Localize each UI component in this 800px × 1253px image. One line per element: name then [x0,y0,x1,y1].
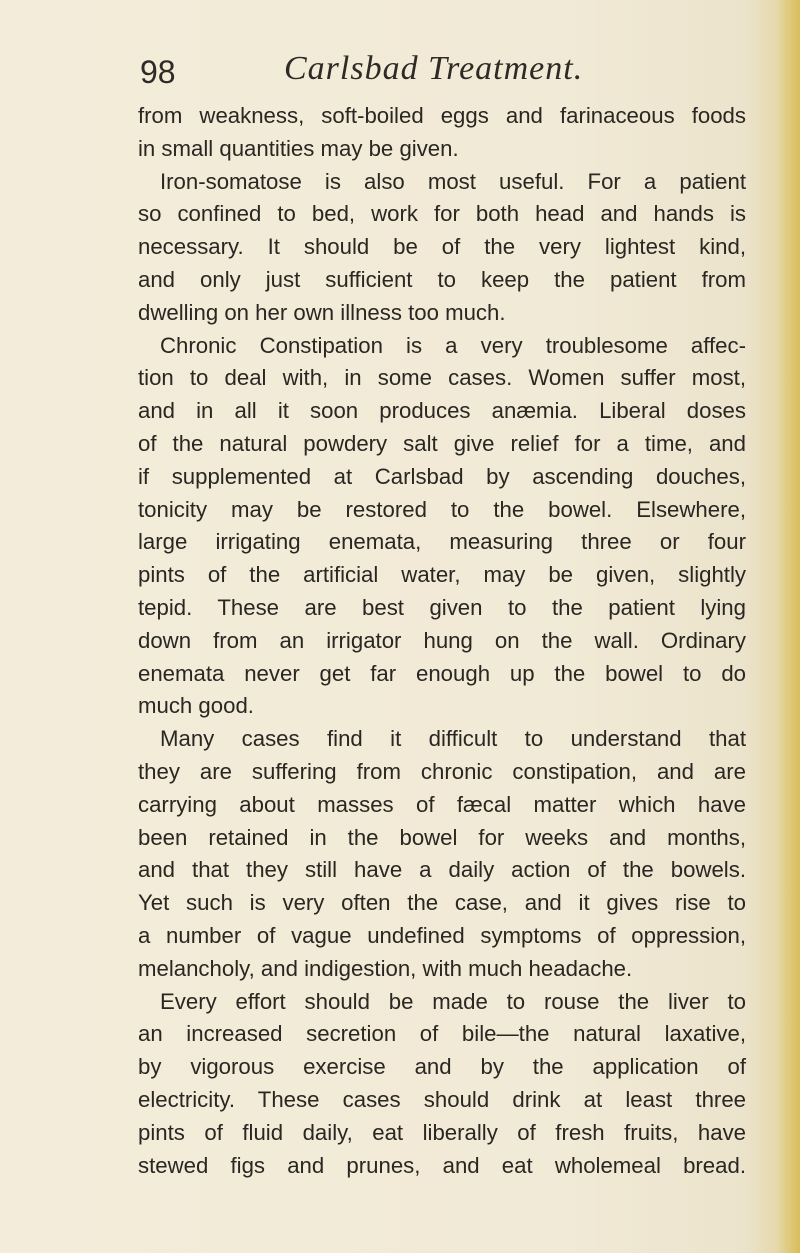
text-line: much good. [138,693,254,719]
text-line: dwelling on her own illness too much. [138,299,506,325]
text-line: electricity. These cases should drink at least three [138,1086,746,1112]
page-number: 98 [140,54,176,90]
text-line: pints of the artificial water, may be given, slightly [138,562,746,588]
text-line: so confined to bed, work for both head and hands is [138,201,746,227]
text-line: tonicity may be restored to the bowel. Elsewhere, [138,496,746,522]
text-line: an increased secretion of bile—the natural laxative, [138,1021,746,1047]
text-line: down from an irrigator hung on the wall. Ordinary [138,627,746,653]
text-line: enemata never get far enough up the bowel to do [138,660,746,686]
running-header [140,46,760,96]
text-line: carrying about masses of fæcal matter which have [138,791,746,817]
text-line: Iron-somatose is also most useful. For a patient [160,168,746,194]
text-line: Every effort should be made to rouse the liver to [160,988,746,1014]
running-title: Carlsbad Treatment. [284,50,584,87]
text-line: tepid. These are best given to the patient lying [138,594,746,620]
text-line: from weakness, soft-boiled eggs and farinaceous foods [138,103,746,128]
text-line: large irrigating enemata, measuring three or four [138,529,746,555]
text-line: by vigorous exercise and by the application of [138,1054,746,1080]
text-line: a number of vague undefined symptoms of oppression, [138,922,746,948]
text-line: and only just sufficient to keep the patient from [138,266,746,292]
text-line: tion to deal with, in some cases. Women suffer most, [138,365,746,391]
text-line: Chronic Constipation is a very troublesome affec- [160,332,746,358]
text-line: melancholy, and indigestion, with much headache. [138,955,633,981]
text-line: and in all it soon produces anæmia. Liberal doses [138,398,746,424]
text-line: Many cases find it difficult to understand that [160,726,746,752]
text-line: they are suffering from chronic constipation, and are [138,758,746,784]
body-text [138,100,746,1182]
text-line: pints of fluid daily, eat liberally of fresh fruits, have [138,1119,746,1145]
text-line: and that they still have a daily action of the bowels. [138,857,746,883]
text-line: if supplemented at Carlsbad by ascending douches, [138,463,746,489]
text-line: necessary. It should be of the very lightest kind, [138,234,746,260]
text-line: Yet such is very often the case, and it gives rise to [138,890,746,916]
page-edge [778,0,800,1253]
text-line: been retained in the bowel for weeks and months, [138,824,746,850]
text-line: stewed figs and prunes, and eat wholemeal bread. [138,1152,746,1178]
text-line: of the natural powdery salt give relief for a time, and [138,430,746,456]
text-line: in small quantities may be given. [138,135,459,161]
